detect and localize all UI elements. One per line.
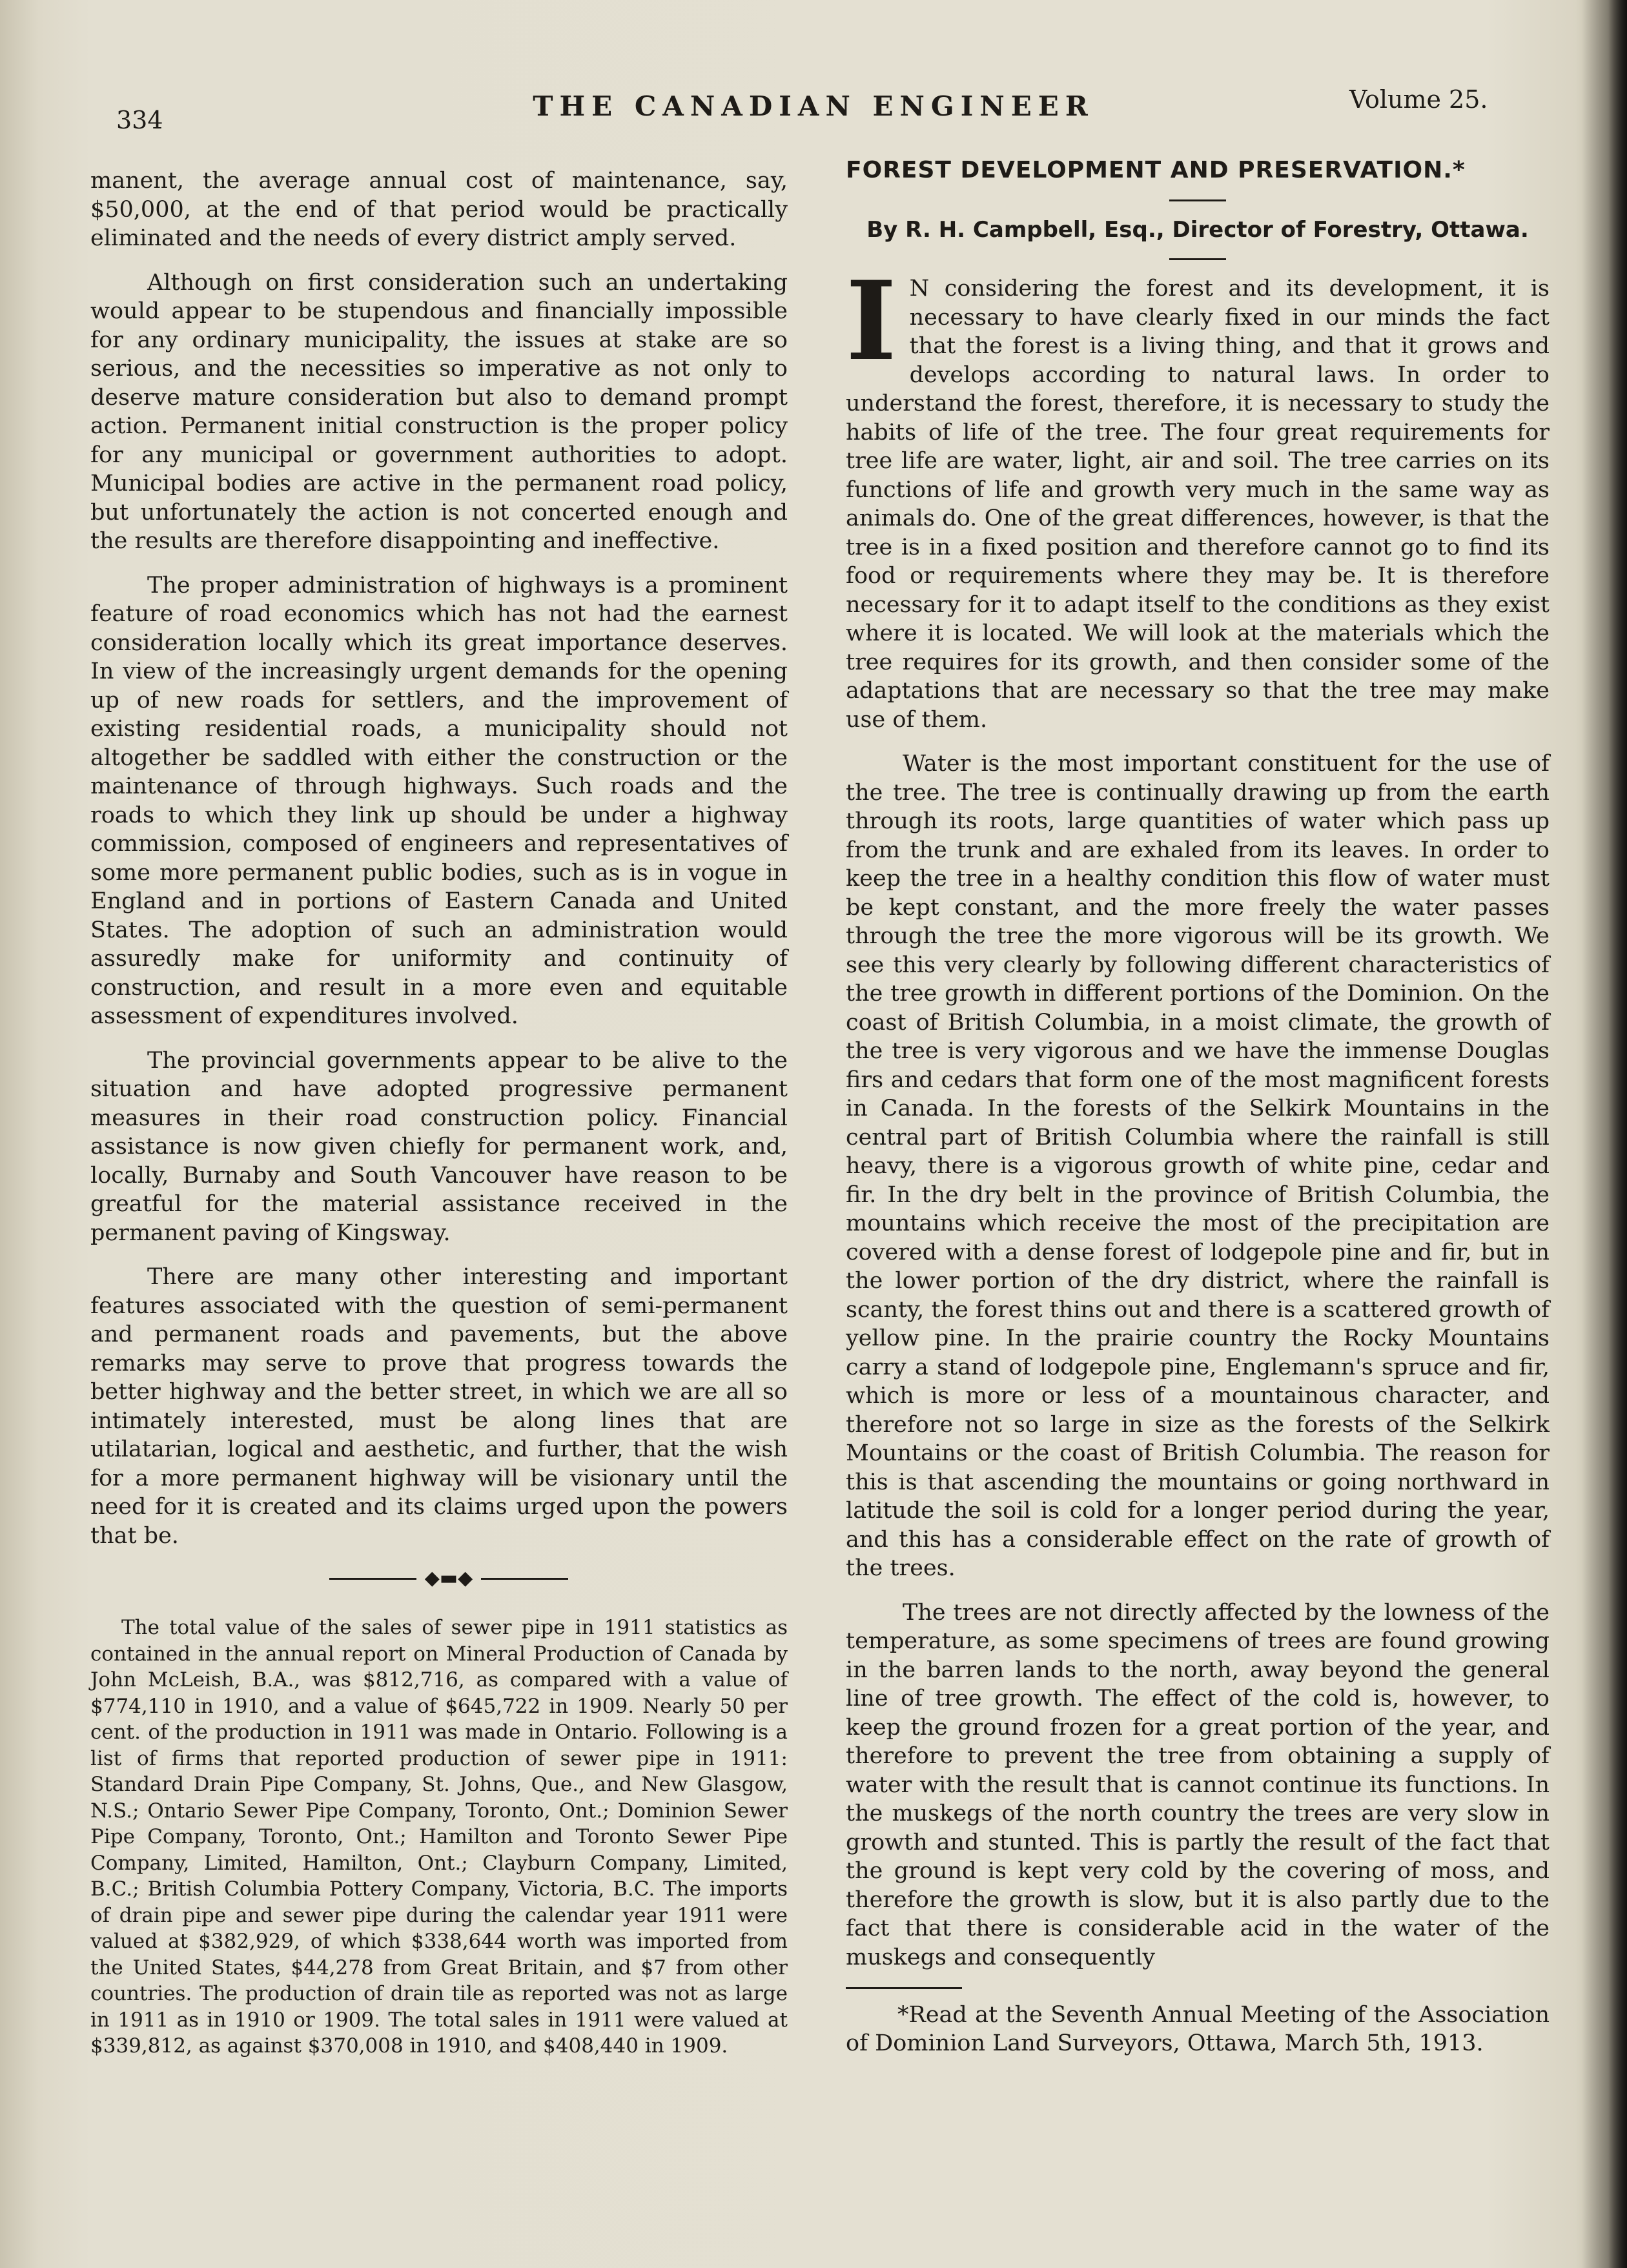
- page-number: 334: [116, 106, 163, 134]
- left-paragraph-3: The proper administration of highways is a prominent feature of road economics which has not had the earnest consideration locally which its great importance deserves. In view of the increasingly urgent demands for the opening up of new roads for settlers, and the improvement of existing residential roads, a municipality should not altogether be saddled with either the construction or the maintenance of through highways. Such roads and the roads to which they link up should be under a highway commission, composed of engineers and representatives of some more permanent public bodies, such as is in vogue in England and in portions of Eastern Canada and United States. The adoption of such an administration would assuredly make for uniformity and continuity of construction, and result in a more even and equitable assessment of expenditures involved.: [90, 572, 788, 1029]
- footnote-rule: [846, 1987, 962, 1989]
- footnote-text: The total value of the sales of sewer pipe in 1911 statistics as contained in the annual report on Mineral Production of Canada by John McLeish, B.A., was $812,716, as compared with a value of $774,110 in 1910, and a value of $645,722 in 1909. Nearly 50 per cent. of the production in 1911 was made in Ontario. Following is a list of firms that reported production of sewer pipe in 1911: Standard Drain Pipe Company, St. Johns, Que., and New Glasgow, N.S.; Ontario Sewer Pipe Company, Toronto, Ont.; Dominion Sewer Pipe Company, Toronto, Ont.; Hamilton and Toronto Sewer Pipe Company, Limited, Hamilton, Ont.; Clayburn Company, Limited, B.C.; British Columbia Pottery Company, Victoria, B.C. The imports of drain pipe and sewer pipe during the calendar year 1911 were valued at $382,929, of which $338,644 worth was imported from the United States, $44,278 from Great Britain, and $7 from other countries. The production of drain tile as reported was not as large in 1911 as in 1910 or 1909. The total sales in 1911 were valued at $339,812, as against $370,008 in 1910, and $408,440 in 1909.: [90, 1616, 788, 2058]
- right-paragraph-3: The trees are not directly affected by the lowness of the temperature, as some specimens of trees are found growing in the barren lands to the north, away beyond the general line of tree growth. The effect of the cold is, however, to keep the ground frozen for a great portion of the year, and therefore to prevent the tree from obtaining a supply of water with the result that is cannot continue its functions. In the muskegs of the north country the trees are very slow in growth and stunted. This is partly the result of the fact that the ground is kept very cold by the covering of moss, and therefore the growth is slow, but it is also partly due to the fact that there is considerable acid in the water of the muskegs and consequently: [846, 1599, 1550, 1970]
- left-paragraph-5: There are many other interesting and important features associated with the question of semi-permanent and permanent roads and pavements, but the above remarks may serve to prove that progress towards the better highway and the better street, in which we are all so intimately interested, must be along lines that are utilatarian, logical and aesthetic, and further, that the wish for a more permanent highway will be visionary until the need for it is created and its claims urged upon the powers that be.: [90, 1264, 788, 1549]
- article-footnote: [846, 1987, 1550, 2058]
- article-title: FOREST DEVELOPMENT AND PRESERVATION.*: [846, 157, 1466, 183]
- left-column: [90, 167, 788, 2059]
- section-separator: [90, 1566, 788, 1591]
- drop-cap: I: [846, 257, 897, 385]
- binding-shadow: [1582, 0, 1627, 2268]
- article-byline: By R. H. Campbell, Esq., Director of Forestry, Ottawa.: [866, 216, 1529, 243]
- page-header: [0, 84, 1627, 134]
- byline-rule: [1169, 258, 1226, 260]
- journal-title: THE CANADIAN ENGINEER: [533, 90, 1094, 122]
- left-paragraph-2: Although on first consideration such an undertaking would appear to be stupendous and financially impossible for any ordinary municipality, the issues at stake are so serious, and the necessities so imperative as not only to deserve mature consideration but also to demand prompt action. Permanent initial construction is the proper policy for any municipal or government authorities to adopt. Municipal bodies are active in the permanent road policy, but unfortunately the action is not concerted enough and the results are therefore disappointing and ineffective.: [90, 269, 788, 554]
- volume-label: Volume 25.: [1349, 85, 1488, 114]
- right-paragraph-2: Water is the most important constituent for the use of the tree. The tree is continually drawing up from the earth through its roots, large quantities of water which pass up from the trunk and are exhaled from its leaves. In order to keep the tree in a healthy condition this flow of water must be kept constant, and the more freely the water passes through the tree the more vigorous will be its growth. We see this very clearly by following different characteristics of the tree growth in different portions of the Dominion. On the coast of British Columbia, in a moist climate, the growth of the tree is very vigorous and we have the immense Douglas firs and cedars that form one of the most magnificent forests in Canada. In the forests of the Selkirk Mountains in the central part of British Columbia where the rainfall is still heavy, there is a vigorous growth of white pine, cedar and fir. In the dry belt in the province of British Columbia, the mountains which receive the most of the precipitation are covered with a dense forest of lodgepole pine and fir, but in the lower portion of the dry district, where the rainfall is scanty, the forest thins out and there is a scattered growth of yellow pine. In the prairie country the Rocky Mountains carry a stand of lodgepole pine, Englemann's spruce and fir, which is more or less of a mountainous character, and therefore not so large in size as the forests of the Selkirk Mountains or the coast of British Columbia. The reason for this is that ascending the mountains or going northward in latitude the soil is cold for a longer period during the year, and this has a considerable effect on the rate of growth of the trees.: [846, 751, 1550, 1581]
- left-paragraph-4: The provincial governments appear to be alive to the situation and have adopted progressive permanent measures in their road construction policy. Financial assistance is now given chiefly for permanent work, and, locally, Burnaby and South Vancouver have reason to be greatful for the material assistance received in the permanent paving of Kingsway.: [90, 1047, 788, 1246]
- title-rule: [1169, 199, 1226, 201]
- sewer-pipe-footnote: [90, 1615, 788, 2059]
- right-paragraph-1: [846, 257, 1550, 734]
- left-paragraph-1: manent, the average annual cost of maintenance, say, $50,000, at the end of that period would be practically eliminated and the needs of every district amply served.: [90, 168, 788, 251]
- right-paragraph-1-text: N considering the forest and its development, it is necessary to have clearly fixed in our minds the fact that the forest is a living thing, and that it grows and develops according to natural laws. In order to understand the forest, therefore, it is necessary to study the habits of life of the tree. The four great requirements for tree life are water, light, air and soil. The tree carries on its functions of life and growth very much in the same way as animals do. One of the great differences, however, is that the tree is in a fixed position and therefore cannot go to find its food or requirements where they may be. It is therefore necessary for it to adapt itself to the conditions as they exist where it is located. We will look at the materials which the tree requires for its growth, and then consider some of the adaptations that are necessary so that the tree may make use of them.: [846, 276, 1550, 733]
- separator-ornament-icon: ◆▬◆: [416, 1571, 481, 1586]
- article-footnote-text: *Read at the Seventh Annual Meeting of the Association of Dominion Land Surveyors, Ottawa, March 5th, 1913.: [846, 2002, 1550, 2056]
- right-column: [846, 156, 1550, 2058]
